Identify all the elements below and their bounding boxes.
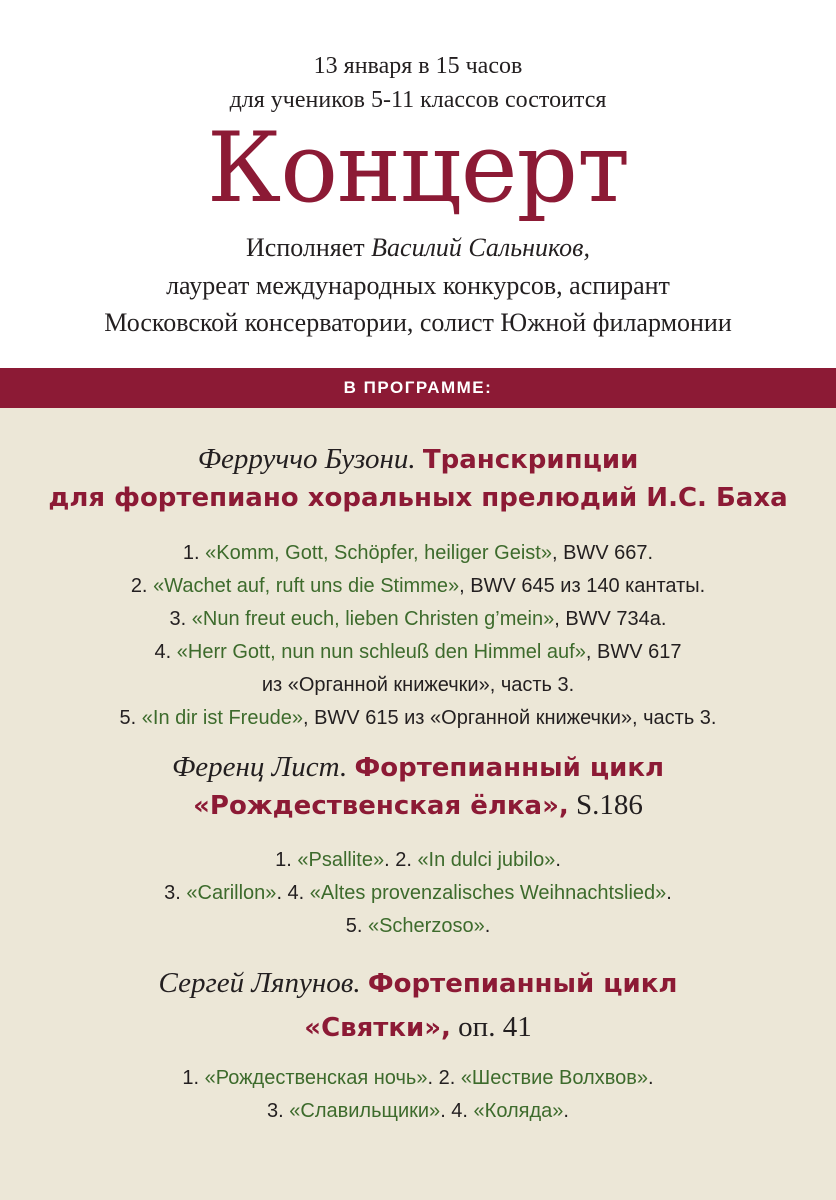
page-title: Концерт [206,112,630,224]
program-section [0,408,836,1200]
work-subtitle-liszt [0,786,836,825]
piece-title: «Carillon» [186,882,277,904]
composer-name: Ференц Лист. [171,751,348,783]
list-item: 3. «Carillon». 4. «Altes provenzalisches Weihnachtslied». [164,882,672,904]
piece-title: «Славильщики» [289,1100,441,1122]
list-item: 3. «Nun freut euch, lieben Christen g’mein», BWV 734a. [169,608,667,630]
piece-title: «Рождественская ночь» [204,1067,428,1089]
work-title: для фортепиано хоральных прелюдий И.С. Баха [48,483,788,513]
work-title: Фортепианный цикл [367,969,678,999]
list-item: 1. «Psallite». 2. «In dulci jubilo». [275,849,561,871]
piece-title: «Psallite» [297,849,385,871]
performer-line [0,232,836,264]
work-heading-busoni [0,440,836,479]
piece-title: «Nun freut euch, lieben Christen g’mein» [191,608,555,630]
piece-title: «Коляда» [473,1100,564,1122]
performer-name: Василий Сальников, [371,233,590,262]
composer-name: Ферруччо Бузони. [197,443,416,475]
piece-title: «Wachet auf, ruft uns die Stimme» [153,575,460,597]
concert-date: 13 января в 15 часов [313,53,523,79]
piece-list-lyapunov [0,1062,836,1128]
list-item: 5. «Scherzoso». [345,915,491,937]
piece-list-busoni [0,537,836,735]
piece-title: «Шествие Волхвов» [460,1067,648,1089]
piece-title: «Herr Gott, nun nun schleuß den Himmel auf» [176,641,586,663]
work-heading-liszt [0,748,836,787]
piece-title: «Scherzoso» [367,915,485,937]
work-title: Фортепианный цикл [354,753,665,783]
work-title: «Святки», [304,1013,451,1043]
performer-credentials-2: Московской консерватории, солист Южной филармонии [104,308,732,337]
work-heading-lyapunov [0,964,836,1003]
list-item: из «Органной книжечки», часть 3. [261,674,575,696]
list-item: 1. «Komm, Gott, Schöpfer, heiliger Geist», BWV 667. [182,542,654,564]
work-subtitle-busoni [0,478,836,517]
list-item: 3. «Славильщики». 4. «Коляда». [267,1100,569,1122]
work-catalog: оп. 41 [458,1011,532,1043]
program-band: В ПРОГРАММЕ: [0,368,836,408]
list-item: 2. «Wachet auf, ruft uns die Stimme», BWV 645 из 140 кантаты. [130,575,706,597]
concert-audience: для учеников 5-11 классов состоится [229,87,607,113]
piece-title: «In dir ist Freude» [141,707,303,729]
work-catalog: S.186 [576,789,643,821]
performer-credentials-1: лауреат международных конкурсов, аспирант [166,271,670,300]
performer-prefix: Исполняет [246,233,365,262]
piece-title: «Altes provenzalisches Weihnachtslied» [309,882,667,904]
work-title: Транскрипции [422,445,639,475]
work-subtitle-lyapunov [0,1008,836,1047]
header-section [0,0,836,368]
composer-name: Сергей Ляпунов. [158,967,361,999]
piece-title: «In dulci jubilo» [417,849,556,871]
work-title: «Рождественская ёлка», [193,791,569,821]
list-item: 1. «Рождественская ночь». 2. «Шествие Волхвов». [182,1067,654,1089]
list-item: 4. «Herr Gott, nun nun schleuß den Himmel auf», BWV 617 [154,641,682,663]
piece-title: «Komm, Gott, Schöpfer, heiliger Geist» [205,542,552,564]
piece-list-liszt [0,844,836,943]
list-item: 5. «In dir ist Freude», BWV 615 из «Органной книжечки», часть 3. [119,707,717,729]
